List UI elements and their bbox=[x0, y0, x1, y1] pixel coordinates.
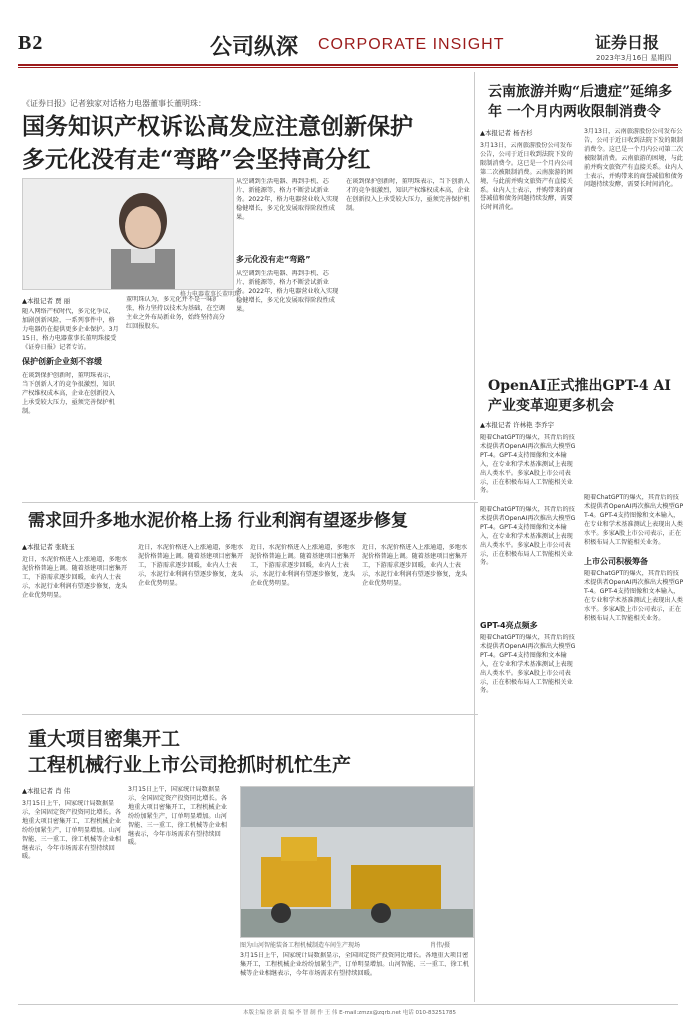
section-title: 公司纵深 bbox=[210, 34, 299, 60]
factory-image bbox=[241, 787, 473, 937]
section-divider bbox=[22, 502, 478, 503]
lead-photo bbox=[22, 178, 234, 290]
machinery-headline-line1: 重大项目密集开工 bbox=[28, 728, 181, 750]
gpt-body-2: 随着ChatGPT的爆火，其背后的技术提供者OpenAI再次推出大模型GPT-4。GPT-4支持图像和文本输入，在专业和学术基准测试上表现出人类水平。多家A股上市公司表示，正在积极布局人工智能相关业务。 bbox=[480, 506, 576, 567]
gpt-body-3: 随着ChatGPT的爆火，其背后的技术提供者OpenAI再次推出大模型GPT-4。GPT-4支持图像和文本输入，在专业和学术基准测试上表现出人类水平。多家A股上市公司表示，正在积极布局人工智能相关业务。 bbox=[480, 634, 576, 695]
gpt-body-1: 随着ChatGPT的爆火，其背后的技术提供者OpenAI再次推出大模型GPT-4。GPT-4支持图像和文本输入，在专业和学术基准测试上表现出人类水平。多家A股上市公司表示，正在积极布局人工智能相关业务。 bbox=[480, 434, 576, 494]
section-title-en: CORPORATE INSIGHT bbox=[318, 36, 505, 53]
cement-body-2: 近日，水泥价格进入上涨通道，多地水泥价格普遍上调。随着基建项目密集开工，下游需求逐步回暖，业内人士表示，水泥行业利润有望逐步修复，龙头企业优势明显。 bbox=[138, 544, 244, 587]
page-number: B2 bbox=[18, 32, 44, 54]
lead-body-4: 从空调到生活电器、再到手机、芯片、新能源等，格力不断尝试新业务。2022年，格力电器营业收入实现稳健增长，多元化发展取得阶段性成果。 bbox=[236, 178, 339, 221]
lead-byline: ▲本报记者 贾 丽 bbox=[22, 297, 71, 305]
header-rule-thin bbox=[18, 67, 678, 68]
header-rule bbox=[18, 64, 678, 66]
lead-body-2: 在谈到保护创新时，董明珠表示，当下创新人才的竞争很激烈，知识产权维权成本高，企业在创新投入上承受较大压力，亟须完善保护机制。 bbox=[22, 372, 115, 415]
gpt-headline: OpenAI正式推出GPT-4 AI产业变革迎更多机会 bbox=[488, 378, 671, 414]
lead-headline-line2: 多元化没有走“弯路”会坚持高分红 bbox=[22, 146, 371, 173]
cement-body-3: 近日，水泥价格进入上涨通道，多地水泥价格普遍上调。随着基建项目密集开工，下游需求逐步回暖，业内人士表示，水泥行业利润有望逐步修复，龙头企业优势明显。 bbox=[250, 544, 356, 587]
tourism-body-1: 3月13日，云南旅游股份公司发布公告，公司于近日收到法院下发的限制消费令。这已是一个月内公司第二次被限制消费。云南旅游的困境，与此前并购文旅资产有直接关系。业内人士表示，并购带来的商誉减值和债务问题持续发酵，需要长时间消化。 bbox=[480, 142, 573, 212]
section-divider-2 bbox=[22, 714, 478, 715]
machinery-body-3: 3月15日上午，国家统计局数据显示，全国固定资产投资同比增长。各地重大项目密集开工，工程机械企业纷纷加紧生产，订单明显增加。山河智能、三一重工、徐工机械等企业相继表示，今年市场需求有望持续回暖。 bbox=[240, 952, 469, 977]
footer-rule bbox=[18, 1004, 678, 1005]
lead-body-3: 董明珠认为，多元化并不是一味扩张，格力坚持以技术为基础，在空调主业之外布局新业务，始终坚持高分红回报股东。 bbox=[126, 296, 225, 330]
cement-body-1: 近日，水泥价格进入上涨通道，多地水泥价格普遍上调。随着基建项目密集开工，下游需求逐步回暖，业内人士表示，水泥行业利润有望逐步修复，龙头企业优势明显。 bbox=[22, 556, 128, 599]
machinery-photo bbox=[240, 786, 474, 938]
column-divider bbox=[474, 72, 475, 500]
lead-subtitle-1: 保护创新企业刻不容缓 bbox=[22, 357, 102, 366]
gpt-subtitle-2: 上市公司积极筹备 bbox=[584, 557, 648, 566]
lead-body-5: 从空调到生活电器、再到手机、芯片、新能源等，格力不断尝试新业务。2022年，格力电器营业收入实现稳健增长，多元化发展取得阶段性成果。 bbox=[236, 270, 339, 313]
footer-text: 本版主编 徐 新 责 编 李 智 制 作 王 伟 E-mail:zmzx@zqrb.net 电话 010-83251785 bbox=[242, 1010, 457, 1016]
gpt-body-4: 随着ChatGPT的爆火，其背后的技术提供者OpenAI再次推出大模型GPT-4。GPT-4支持图像和文本输入，在专业和学术基准测试上表现出人类水平。多家A股上市公司表示，正在积极布局人工智能相关业务。 bbox=[584, 494, 684, 546]
lead-body-1: 随入网络产权时代，多元化争议，加剧创新风险，一系列事件中，格力电器仍在提供更多企业保护。3月15日，格力电器董事长董明珠接受《证券日报》记者专访。 bbox=[22, 308, 119, 351]
machinery-headline-line2: 工程机械行业上市公司抢抓时机忙生产 bbox=[28, 754, 352, 776]
newspaper-name: 证券日报 bbox=[595, 33, 660, 52]
machinery-headline bbox=[28, 726, 468, 778]
lead-subhead: 《证券日报》记者独家对话格力电器董事长董明珠： bbox=[22, 99, 206, 108]
machinery-photo-caption: 图为山河智能装备工程机械制造车间生产现场 bbox=[240, 942, 361, 949]
gpt-byline: ▲本报记者 许林艳 李乔宇 bbox=[480, 421, 555, 429]
tourism-headline: 云南旅游并购“后遗症”延绵多年 一个月内两收限制消费令 bbox=[488, 84, 673, 120]
column-divider-2 bbox=[474, 502, 475, 1002]
lead-photo-caption: 格力电器董事长董明珠 bbox=[180, 291, 241, 298]
machinery-body-2: 3月15日上午，国家统计局数据显示，全国固定资产投资同比增长。各地重大项目密集开工，工程机械企业纷纷加紧生产，订单明显增加。山河智能、三一重工、徐工机械等企业相继表示，今年市场需求有望持续回暖。 bbox=[128, 786, 227, 847]
cement-headline: 需求回升多地水泥价格上扬 行业利润有望逐步修复 bbox=[28, 511, 408, 531]
lead-headline bbox=[22, 110, 470, 176]
machinery-photo-credit: 肖伟/摄 bbox=[430, 942, 451, 949]
tourism-body-2: 3月13日，云南旅游股份公司发布公告，公司于近日收到法院下发的限制消费令。这已是一个月内公司第二次被限制消费。云南旅游的困境，与此前并购文旅资产有直接关系。业内人士表示，并购带来的商誉减值和债务问题持续发酵，需要长时间消化。 bbox=[584, 128, 683, 189]
cement-body-4: 近日，水泥价格进入上涨通道，多地水泥价格普遍上调。随着基建项目密集开工，下游需求逐步回暖，业内人士表示，水泥行业利润有望逐步修复，龙头企业优势明显。 bbox=[362, 544, 468, 587]
cement-byline: ▲本报记者 张晓玉 bbox=[22, 543, 75, 551]
lead-subtitle-2: 多元化没有走“弯路” bbox=[236, 255, 311, 264]
machinery-body-1: 3月15日上午，国家统计局数据显示，全国固定资产投资同比增长。各地重大项目密集开工，工程机械企业纷纷加紧生产，订单明显增加。山河智能、三一重工、徐工机械等企业相继表示，今年市场需求有望持续回暖。 bbox=[22, 800, 121, 861]
issue-date: 2023年3月16日 星期四 bbox=[596, 54, 672, 62]
machinery-byline: ▲本报记者 肖 伟 bbox=[22, 787, 71, 795]
gpt-body-5: 随着ChatGPT的爆火，其背后的技术提供者OpenAI再次推出大模型GPT-4。GPT-4支持图像和文本输入，在专业和学术基准测试上表现出人类水平。多家A股上市公司表示，正在积极布局人工智能相关业务。 bbox=[584, 570, 684, 622]
portrait-image bbox=[23, 179, 233, 289]
lead-body-6: 在谈到保护创新时，董明珠表示，当下创新人才的竞争很激烈，知识产权维权成本高，企业在创新投入上承受较大压力，亟须完善保护机制。 bbox=[346, 178, 470, 212]
lead-headline-line1: 国务知识产权诉讼高发应注意创新保护 bbox=[22, 113, 413, 140]
gpt-subtitle-1: GPT-4亮点频多 bbox=[480, 621, 538, 630]
tourism-byline: ▲本报记者 杨杏杉 bbox=[480, 129, 533, 137]
